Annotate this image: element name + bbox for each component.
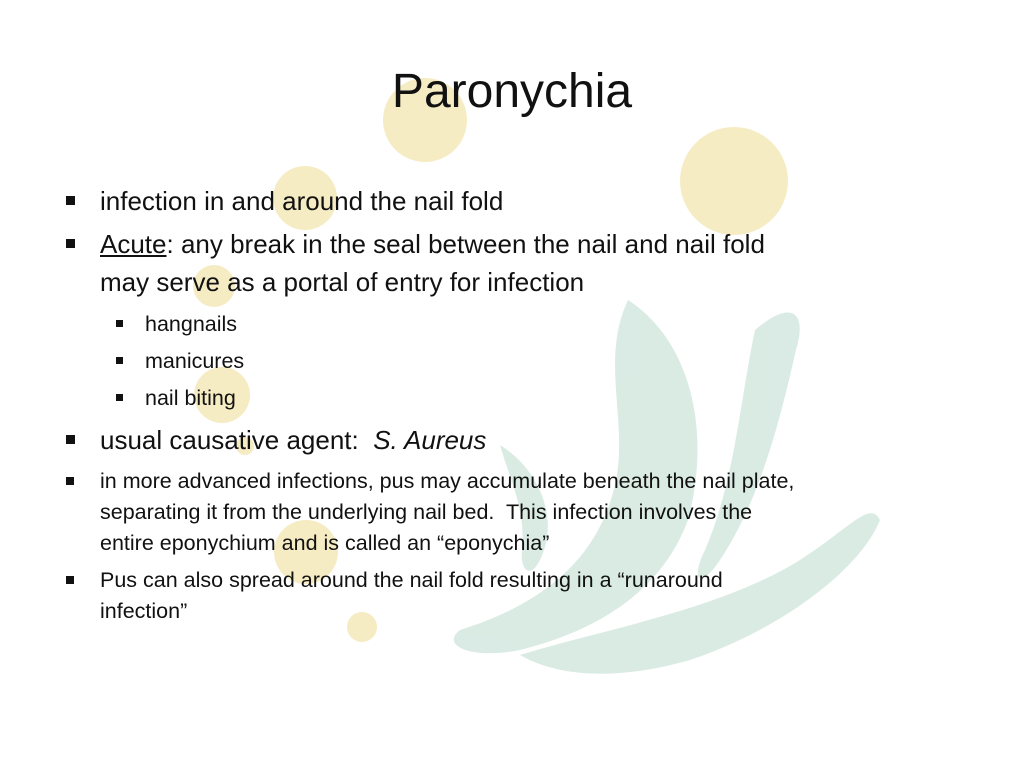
bullet-text: usual causative agent: S. Aureus bbox=[100, 425, 487, 455]
bullet-marker bbox=[66, 435, 75, 444]
slide-title: Paronychia bbox=[391, 65, 633, 118]
bullet-marker bbox=[66, 576, 74, 584]
bullet-text-continuation: infection” bbox=[100, 599, 188, 623]
bullet-text-continuation: separating it from the underlying nail bed. This infection involves the bbox=[100, 500, 753, 524]
sub-bullet-marker bbox=[116, 394, 123, 401]
bullet-text: Pus can also spread around the nail fold resulting in a “runaround bbox=[100, 568, 723, 592]
bullet-text: in more advanced infections, pus may accumulate beneath the nail plate, bbox=[100, 469, 795, 493]
bullet-text: Acute: any break in the seal between the nail and nail fold bbox=[100, 229, 765, 259]
bullet-marker bbox=[66, 196, 75, 205]
sub-bullet-marker bbox=[116, 357, 123, 364]
term-acute: Acute bbox=[100, 229, 167, 259]
sub-bullet-text: manicures bbox=[145, 349, 245, 373]
organism-name: S. Aureus bbox=[373, 425, 487, 455]
sub-bullet-text: hangnails bbox=[145, 312, 238, 336]
sub-bullet-marker bbox=[116, 320, 123, 327]
bullet-marker bbox=[66, 239, 75, 248]
sub-bullet-text: nail biting bbox=[145, 386, 236, 410]
bullet-marker bbox=[66, 477, 74, 485]
bullet-text: infection in and around the nail fold bbox=[100, 186, 504, 216]
bullet-text-continuation: entire eponychium and is called an “eponychia” bbox=[100, 531, 550, 555]
bullet-text-continuation: may serve as a portal of entry for infection bbox=[100, 267, 585, 297]
